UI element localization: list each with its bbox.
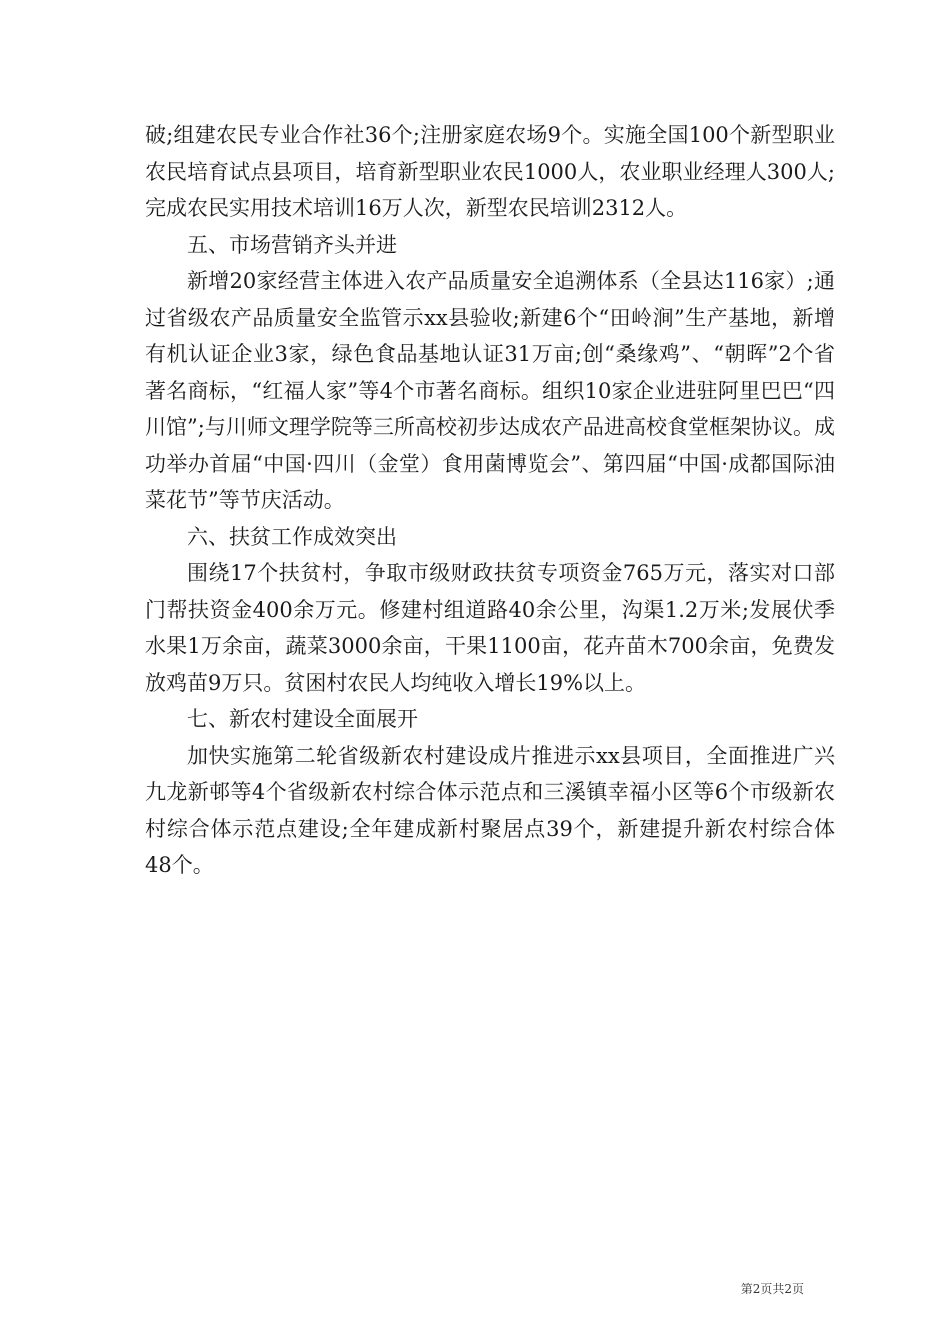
page-indicator: 第2页共2页 xyxy=(740,1282,804,1296)
page-footer xyxy=(0,1280,804,1297)
paragraph-new-countryside: 加快实施第二轮省级新农村建设成片推进示xx县项目，全面推进广兴九龙新邨等4个省级新农村综合体示范点和三溪镇幸福小区等6个市级新农村综合体示范点建设;全年建成新村聚居点39个，新建提升新农村综合体48个。 xyxy=(145,743,835,877)
section-heading-marketing: 五、市场营销齐头并进 xyxy=(187,232,397,257)
paragraph-poverty-alleviation: 围绕17个扶贫村，争取市级财政扶贫专项资金765万元，落实对口部门帮扶资金400余万元。修建村组道路40余公里，沟渠1.2万米;发展伏季水果1万余亩，蔬菜3000余亩，干果1100亩，花卉苗木700余亩，免费发放鸡苗9万只。贫困村农民人均纯收入增长19%以上。 xyxy=(145,561,835,695)
section-heading-new-countryside: 七、新农村建设全面展开 xyxy=(187,707,418,731)
document-body xyxy=(145,117,835,884)
section-heading-poverty-alleviation: 六、扶贫工作成效突出 xyxy=(187,524,397,549)
paragraph-continuation: 破;组建农民专业合作社36个;注册家庭农场9个。实施全国100个新型职业农民培育试点县项目，培育新型职业农民1000人，农业职业经理人300人;完成农民实用技术培训16万人次，新型农民培训2312人。 xyxy=(145,123,835,220)
paragraph-marketing: 新增20家经营主体进入农产品质量安全追溯体系（全县达116家）;通过省级农产品质量安全监管示xx县验收;新建6个“田岭涧”生产基地，新增有机认证企业3家，绿色食品基地认证31万亩;创“桑缘鸡”、“朝晖”2个省著名商标，“红福人家”等4个市著名商标。组织10家企业进驻阿里巴巴“四川馆”;与川师文理学院等三所高校初步达成农产品进高校食堂框架协议。成功举办首届“中国·四川（金堂）食用菌博览会”、第四届“中国·成都国际油菜花节”等节庆活动。 xyxy=(145,269,835,512)
